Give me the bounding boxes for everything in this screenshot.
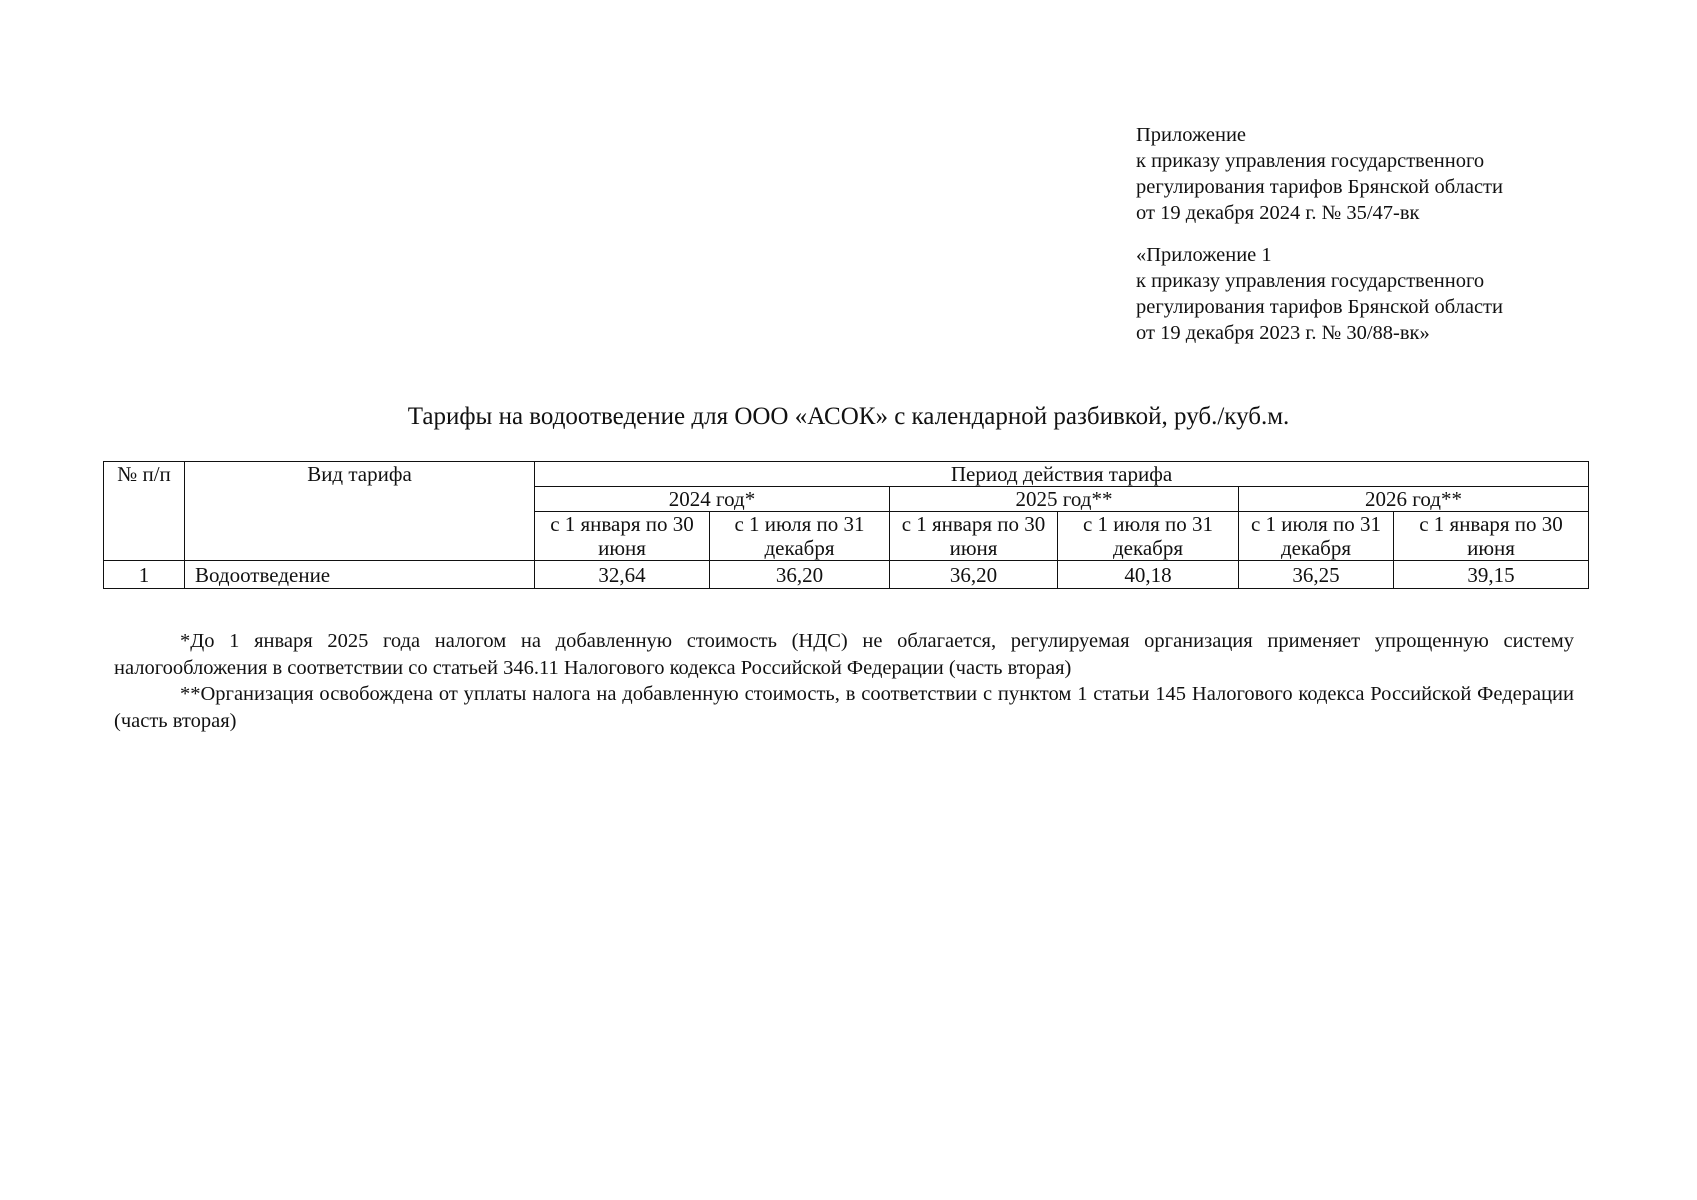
footnotes (114, 628, 1574, 734)
annex-header (1136, 122, 1656, 346)
annex-line: к приказу управления государственного (1136, 150, 1485, 172)
row-number: 1 (104, 561, 185, 589)
tariff-value: 36,20 (890, 561, 1058, 589)
table-row (104, 561, 1589, 589)
header-subperiod: с 1 января по 30 июня (535, 512, 710, 561)
tariff-value: 36,20 (710, 561, 890, 589)
header-number: № п/п (104, 462, 185, 561)
header-year-2024: 2024 год* (535, 487, 890, 512)
annex-line: от 19 декабря 2023 г. № 30/88-вк» (1136, 322, 1430, 344)
annex-line: «Приложение 1 (1136, 244, 1272, 266)
header-subperiod: с 1 июля по 31 декабря (1058, 512, 1239, 561)
annex-line: к приказу управления государственного (1136, 270, 1485, 292)
annex-line: регулирования тарифов Брянской области (1136, 176, 1503, 198)
header-subperiod: с 1 января по 30 июня (1394, 512, 1589, 561)
header-subperiod: с 1 июля по 31 декабря (1239, 512, 1394, 561)
tariff-table (103, 461, 1589, 589)
annex-original-order (1136, 242, 1656, 346)
tariff-value: 40,18 (1058, 561, 1239, 589)
annex-line: Приложение (1136, 124, 1247, 146)
header-period: Период действия тарифа (535, 462, 1589, 487)
document-title: Тарифы на водоотведение для ООО «АСОК» с календарной разбивкой, руб./куб.м. (407, 403, 1290, 430)
tariff-value: 36,25 (1239, 561, 1394, 589)
header-tariff-type: Вид тарифа (185, 462, 535, 561)
header-year-2025: 2025 год** (890, 487, 1239, 512)
annex-line: регулирования тарифов Брянской области (1136, 296, 1503, 318)
header-subperiod: с 1 января по 30 июня (890, 512, 1058, 561)
tariff-value: 39,15 (1394, 561, 1589, 589)
annex-line: от 19 декабря 2024 г. № 35/47-вк (1136, 202, 1420, 224)
row-tariff-type: Водоотведение (185, 561, 535, 589)
header-subperiod: с 1 июля по 31 декабря (710, 512, 890, 561)
tariff-value: 32,64 (535, 561, 710, 589)
annex-current-order (1136, 122, 1656, 226)
footnote-vat-2024: *До 1 января 2025 года налогом на добавленную стоимость (НДС) не облагается, регулируемая организация применяет упрощенную систему налогообложения в соответствии со статьей 346.11 Налогового кодекса Российской Федерации (часть вторая) (114, 630, 1574, 679)
footnote-vat-exemption: **Организация освобождена от уплаты налога на добавленную стоимость, в соответствии с пунктом 1 статьи 145 Налогового кодекса Российской Федерации (часть вторая) (114, 683, 1574, 732)
header-year-2026: 2026 год** (1239, 487, 1589, 512)
